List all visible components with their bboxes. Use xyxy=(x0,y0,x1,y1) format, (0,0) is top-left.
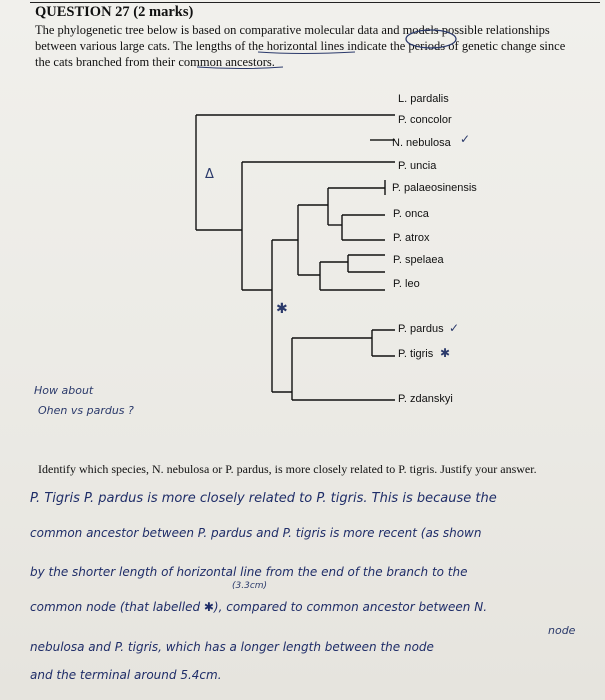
margin-word-node: node xyxy=(548,624,576,637)
species-label: P. uncia xyxy=(398,160,437,172)
answer-line-2: common ancestor between P. pardus and P. tigris is more recent (as shown xyxy=(30,526,482,540)
answer-line-4: common node (that labelled ✱), compared to common ancestor between N. xyxy=(30,600,488,614)
question-intro-line-1: The phylogenetic tree below is based on comparative molecular data and models possible relationships xyxy=(35,23,550,37)
question-prompt: Identify which species, N. nebulosa or P. pardus, is more closely related to P. tigris. Justify your answer. xyxy=(38,462,537,476)
species-label: P. concolor xyxy=(398,114,452,126)
answer-line-6: and the terminal around 5.4cm. xyxy=(30,668,222,682)
margin-note-line-2: Ohen vs pardus ? xyxy=(38,404,134,417)
inline-length-note: (3.3cm) xyxy=(232,581,268,591)
underline-ancestors xyxy=(197,67,283,69)
species-label: P. atrox xyxy=(393,232,430,244)
question-heading: QUESTION 27 (2 marks) xyxy=(35,4,194,20)
species-label: N. nebulosa xyxy=(392,137,451,149)
question-intro-line-3: the cats branched from their common ancestors. xyxy=(35,55,275,69)
species-label: P. palaeosinensis xyxy=(392,182,477,194)
underline-horizontal-lines xyxy=(258,52,355,54)
periods-circle xyxy=(406,30,456,48)
species-label: P. onca xyxy=(393,208,429,220)
tigris-star-mark: ✱ xyxy=(440,346,451,360)
species-label: L. pardalis xyxy=(398,93,449,105)
question-intro-line-2: between various large cats. The lengths of the horizontal lines indicate the periods of genetic change since xyxy=(35,39,566,53)
nebulosa-tick-mark: ✓ xyxy=(460,132,471,146)
answer-line-1: P. Tigris P. pardus is more closely related to P. tigris. This is because the xyxy=(30,491,497,506)
answer-line-3: by the shorter length of horizontal line from the end of the branch to the xyxy=(30,565,468,579)
species-label: P. leo xyxy=(393,278,420,290)
node-star-mark: ✱ xyxy=(276,301,288,317)
species-label: P. pardus xyxy=(398,323,444,335)
pardus-tick-mark: ✓ xyxy=(449,321,460,335)
margin-note-line-1: How about xyxy=(34,384,94,397)
node-delta-mark: Δ xyxy=(205,167,214,182)
species-label: P. tigris xyxy=(398,348,434,360)
species-label: P. spelaea xyxy=(393,254,444,266)
species-label: P. zdanskyi xyxy=(398,393,453,405)
answer-line-5: nebulosa and P. tigris, which has a longer length between the node xyxy=(30,640,434,654)
